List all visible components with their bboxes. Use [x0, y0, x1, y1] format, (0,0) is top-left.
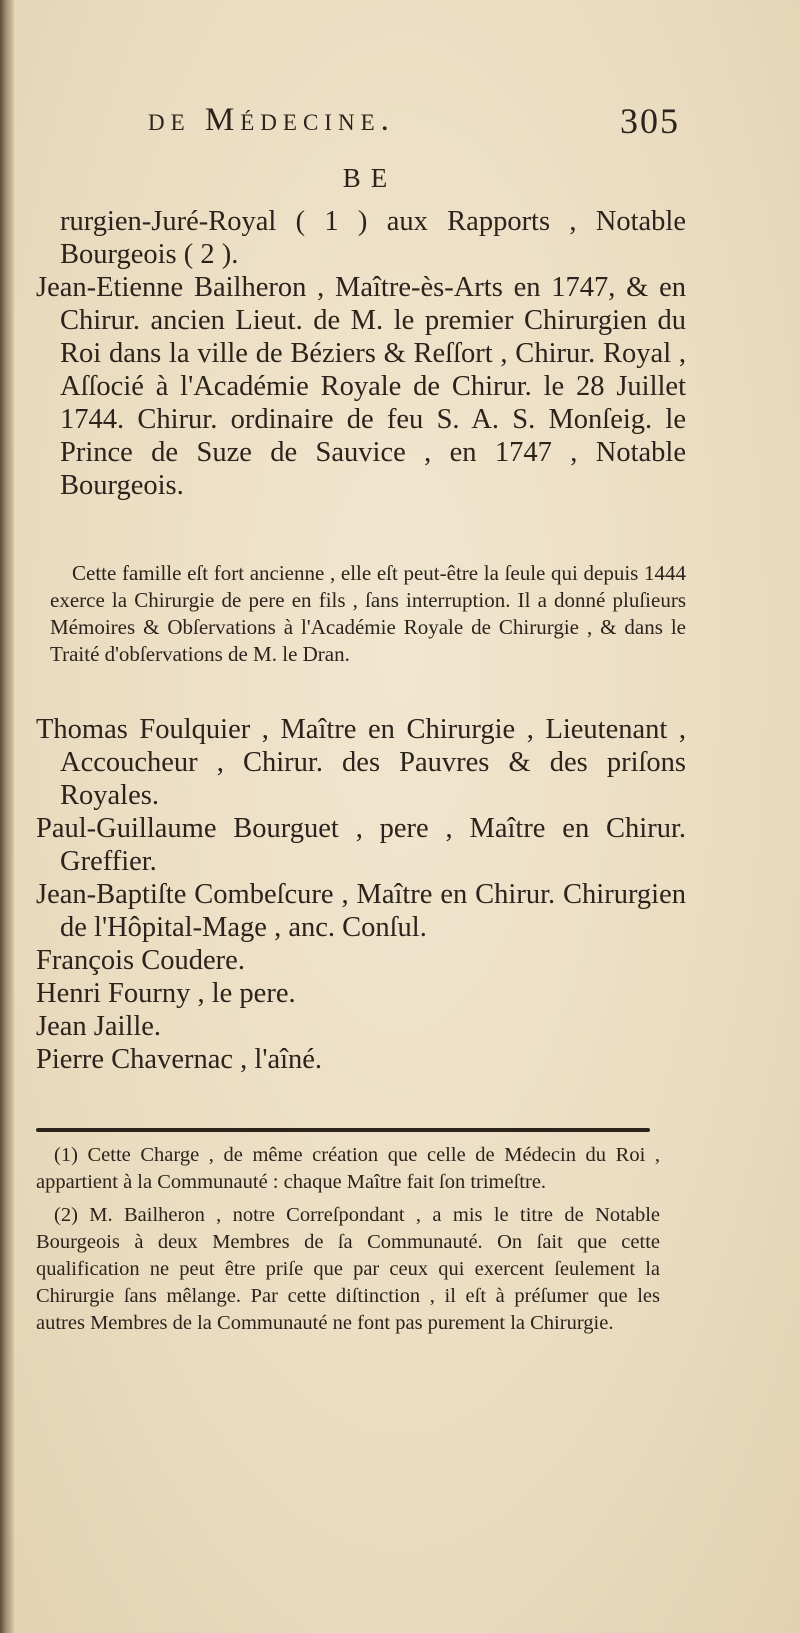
- list-entry: Jean-Baptiſte Combeſcure , Maître en Chirur. Chirurgien de l'Hôpital-Mage , anc. Conſul.: [36, 879, 686, 943]
- book-spine-edge: [0, 0, 14, 1633]
- section-heading: BE: [342, 163, 398, 193]
- list-entry: Henri Fourny , le pere.: [36, 978, 296, 1009]
- family-note: [50, 560, 686, 668]
- entries-list-bottom: [36, 713, 686, 1076]
- note-paragraph: Cette famille eſt fort ancienne , elle eſt peut-être la ſeule qui depuis 1444 exerce la Chirurgie de pere en fils , ſans interruption. Il a donné pluſieurs Mémoires & Obſervations à l'Académie Royale de Chirurgie , & dans le Traité d'obſervations de M. le Dran.: [50, 561, 686, 666]
- running-title: de Médecine.: [148, 102, 395, 138]
- footnotes: [36, 1142, 660, 1343]
- page-number: 305: [620, 101, 680, 141]
- footnote: (1) Cette Charge , de même création que celle de Médecin du Roi , appartient à la Communauté : chaque Maître fait ſon trimeſtre.: [36, 1144, 660, 1193]
- footnote: (2) M. Bailheron , notre Correſpondant , a mis le titre de Notable Bourgeois à deux Membres de ſa Communauté. On ſait que cette qualification ne peut être priſe que par ceux qui exercent ſeulement la Chirurgie ſans mêlange. Par cette diſtinction , il eſt à préſumer que les autres Membres de la Communauté ne font pas purement la Chirurgie.: [36, 1204, 660, 1334]
- list-entry: Jean-Etienne Bailheron , Maître-ès-Arts en 1747, & en Chirur. ancien Lieut. de M. le premier Chirurgien du Roi dans la ville de Béziers & Reſſort , Chirur. Royal , Aſſocié à l'Académie Royale de Chirur. le 28 Juillet 1744. Chirur. ordinaire de feu S. A. S. Monſeig. le Prince de Suze de Sauvice , en 1747 , Notable Bourgeois.: [36, 272, 686, 501]
- page-header: [0, 100, 800, 150]
- list-entry: Pierre Chavernac , l'aîné.: [36, 1044, 323, 1075]
- footnote-divider: [36, 1128, 650, 1132]
- list-entry: Paul-Guillaume Bourguet , pere , Maître en Chirur. Greffier.: [36, 813, 686, 877]
- entries-list-top: [36, 205, 686, 502]
- list-entry: rurgien-Juré-Royal ( 1 ) aux Rapports , Notable Bourgeois ( 2 ).: [60, 206, 686, 270]
- list-entry: François Coudere.: [36, 945, 245, 976]
- list-entry: Jean Jaille.: [36, 1011, 162, 1042]
- list-entry: Thomas Foulquier , Maître en Chirurgie , Lieutenant , Accoucheur , Chirur. des Pauvres & des priſons Royales.: [36, 714, 686, 811]
